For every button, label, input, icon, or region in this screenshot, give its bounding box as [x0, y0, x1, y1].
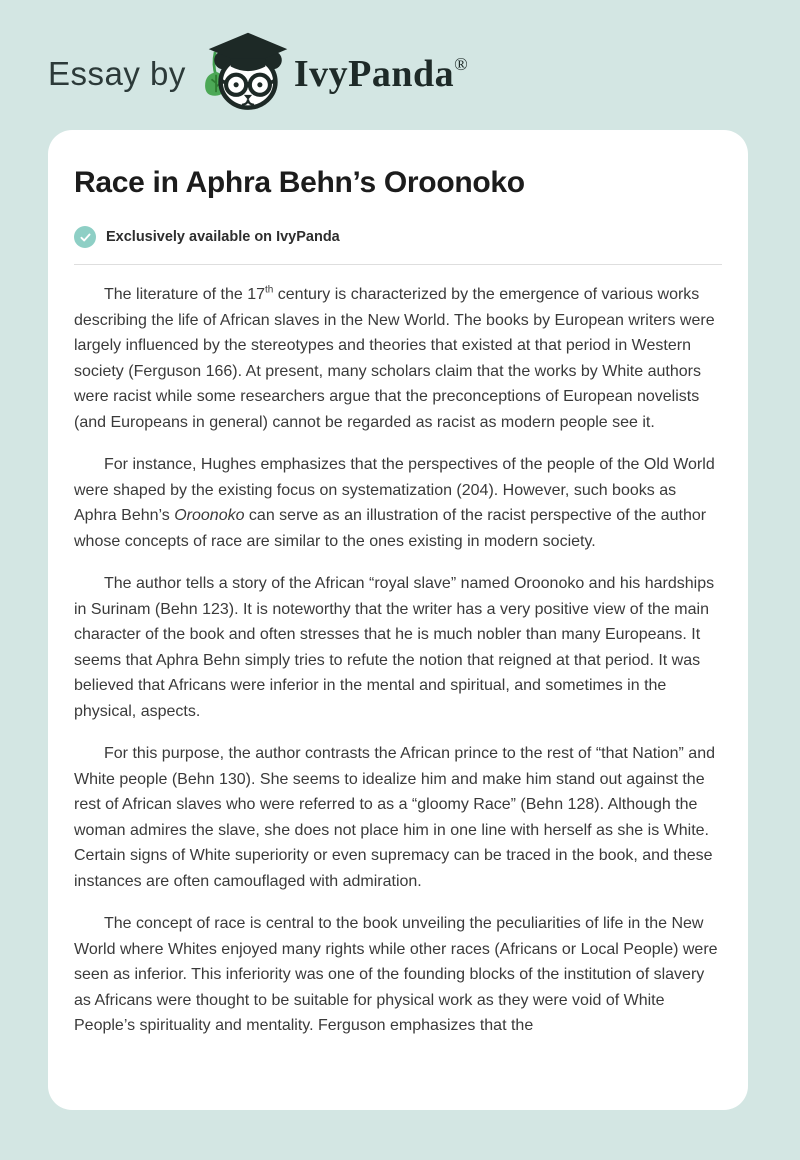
registered-mark: ® — [454, 54, 469, 74]
essay-title: Race in Aphra Behn’s Oroonoko — [74, 166, 525, 199]
availability-label: Exclusively available on IvyPanda — [106, 229, 340, 245]
essay-paragraph: The concept of race is central to the book unveiling the peculiarities of life in the New World where Whites enjoyed many rights while other races (Africans or Local People) were seen as inferior. This inferiority was one of the founding blocks of the institution of slavery as Africans were thought to be suitable for physical work as they were void of White People’s spirituality and mentality. Ferguson emphasizes that the — [74, 915, 718, 1034]
ivypanda-logo-link[interactable] — [202, 30, 468, 119]
check-icon — [74, 226, 96, 248]
essay-paragraph: The literature of the 17th century is characterized by the emergence of various works describing the life of African slaves in the New World. The books by European writers were largely influenced by the stereotypes and theories that existed at that period in Western society (Ferguson 166). At present, many scholars claim that the works by White authors were racist while some researchers argue that the preconceptions of European novelists (and Europeans in general) cannot be regarded as racist as modern people see it. — [74, 284, 715, 431]
essay-card — [48, 130, 748, 1110]
essay-by-label: Essay by — [48, 55, 186, 92]
brand-name: IvyPanda® — [293, 53, 469, 95]
availability-badge — [74, 226, 722, 248]
panda-graduate-icon — [202, 30, 294, 119]
site-header — [0, 0, 800, 120]
essay-paragraph: For this purpose, the author contrasts the African prince to the rest of “that Nation” and White people (Behn 130). She seems to idealize him and make him stand out against the rest of African slaves who were referred to as a “gloomy Race” (Behn 128). Although the woman admires the slave, she does not place him in one line with herself as she is White. Certain signs of White superiority or even supremacy can be traced in the book, and these instances are often camouflaged with admiration. — [74, 745, 715, 890]
essay-body — [74, 282, 722, 1039]
divider — [74, 264, 722, 265]
essay-paragraph: For instance, Hughes emphasizes that the perspectives of the people of the Old World were shaped by the existing focus on systematization (204). However, such books as Aphra Behn’s Oroonoko can serve as an illustration of the racist perspective of the author whose concepts of race are similar to the ones existing in modern society. — [74, 456, 715, 550]
essay-paragraph: The author tells a story of the African “royal slave” named Oroonoko and his hardships in Surinam (Behn 123). It is noteworthy that the writer has a very positive view of the main character of the book and often stresses that he is much nobler than many Europeans. It seems that Aphra Behn simply tries to refute the notion that reigned at that period. It was believed that Africans were inferior in the mental and spiritual, and sometimes in the physical, aspects. — [74, 575, 715, 720]
